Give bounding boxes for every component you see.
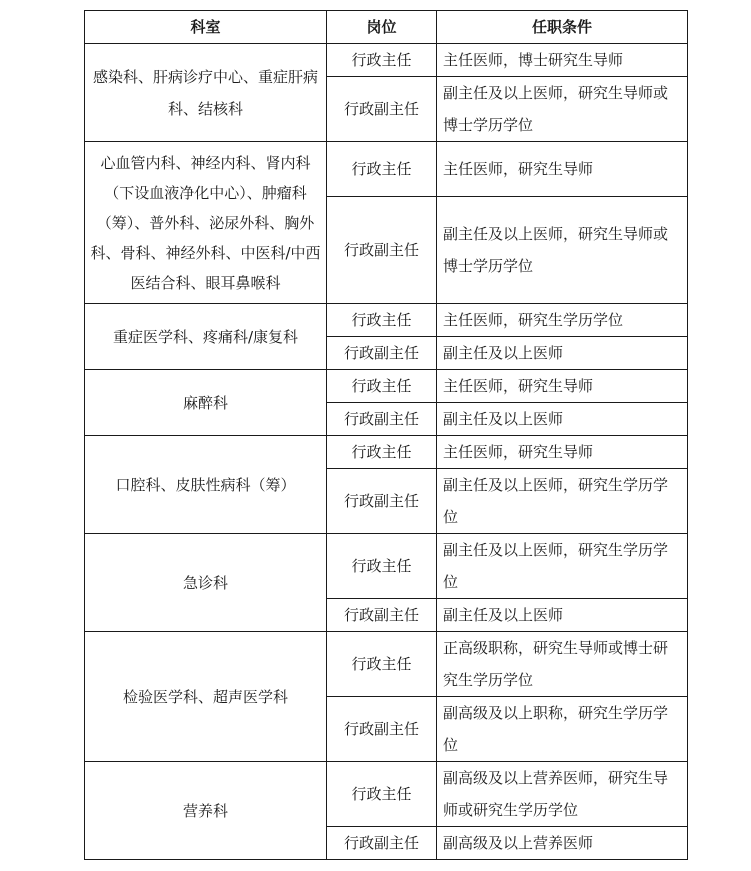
position-cell: 行政副主任 xyxy=(327,337,437,370)
header-department: 科室 xyxy=(85,11,327,44)
position-cell: 行政主任 xyxy=(327,632,437,697)
department-cell: 急诊科 xyxy=(85,534,327,632)
position-cell: 行政副主任 xyxy=(327,697,437,762)
requirement-cell: 副主任及以上医师，研究生学历学位 xyxy=(437,534,688,599)
position-cell: 行政主任 xyxy=(327,436,437,469)
position-cell: 行政主任 xyxy=(327,762,437,827)
requirement-cell: 主任医师，研究生学历学位 xyxy=(437,304,688,337)
requirement-cell: 副高级及以上营养医师 xyxy=(437,827,688,860)
department-cell: 检验医学科、超声医学科 xyxy=(85,632,327,762)
header-requirements: 任职条件 xyxy=(437,11,688,44)
position-cell: 行政副主任 xyxy=(327,403,437,436)
department-cell: 麻醉科 xyxy=(85,370,327,436)
position-cell: 行政副主任 xyxy=(327,599,437,632)
position-cell: 行政副主任 xyxy=(327,827,437,860)
department-cell: 重症医学科、疼痛科/康复科 xyxy=(85,304,327,370)
table-row xyxy=(85,436,688,469)
requirement-cell: 副高级及以上营养医师，研究生导师或研究生学历学位 xyxy=(437,762,688,827)
department-cell: 心血管内科、神经内科、肾内科（下设血液净化中心）、肿瘤科（筹）、普外科、泌尿外科、胸外科、骨科、神经外科、中医科/中西医结合科、眼耳鼻喉科 xyxy=(85,142,327,304)
department-cell: 感染科、肝病诊疗中心、重症肝病科、结核科 xyxy=(85,44,327,142)
position-cell: 行政主任 xyxy=(327,142,437,197)
table-row xyxy=(85,142,688,197)
requirement-cell: 主任医师，研究生导师 xyxy=(437,370,688,403)
table-row xyxy=(85,632,688,697)
position-cell: 行政主任 xyxy=(327,44,437,77)
position-cell: 行政主任 xyxy=(327,304,437,337)
requirement-cell: 副主任及以上医师 xyxy=(437,599,688,632)
department-cell: 营养科 xyxy=(85,762,327,860)
requirement-cell: 副主任及以上医师，研究生导师或博士学历学位 xyxy=(437,77,688,142)
requirement-cell: 正高级职称，研究生导师或博士研究生学历学位 xyxy=(437,632,688,697)
table-row xyxy=(85,762,688,827)
position-cell: 行政副主任 xyxy=(327,469,437,534)
requirement-cell: 副主任及以上医师 xyxy=(437,337,688,370)
position-cell: 行政副主任 xyxy=(327,197,437,304)
requirement-cell: 主任医师，研究生导师 xyxy=(437,436,688,469)
requirement-cell: 主任医师，博士研究生导师 xyxy=(437,44,688,77)
requirement-cell: 副主任及以上医师 xyxy=(437,403,688,436)
requirement-cell: 副高级及以上职称，研究生学历学位 xyxy=(437,697,688,762)
position-cell: 行政主任 xyxy=(327,534,437,599)
requirement-cell: 副主任及以上医师，研究生学历学位 xyxy=(437,469,688,534)
table-row xyxy=(85,304,688,337)
table-row xyxy=(85,370,688,403)
table-row xyxy=(85,534,688,599)
requirements-table xyxy=(84,10,688,860)
requirement-cell: 主任医师，研究生导师 xyxy=(437,142,688,197)
header-row xyxy=(85,11,688,44)
position-cell: 行政副主任 xyxy=(327,77,437,142)
table-row xyxy=(85,44,688,77)
department-cell: 口腔科、皮肤性病科（筹） xyxy=(85,436,327,534)
requirement-cell: 副主任及以上医师，研究生导师或博士学历学位 xyxy=(437,197,688,304)
header-position: 岗位 xyxy=(327,11,437,44)
position-cell: 行政主任 xyxy=(327,370,437,403)
